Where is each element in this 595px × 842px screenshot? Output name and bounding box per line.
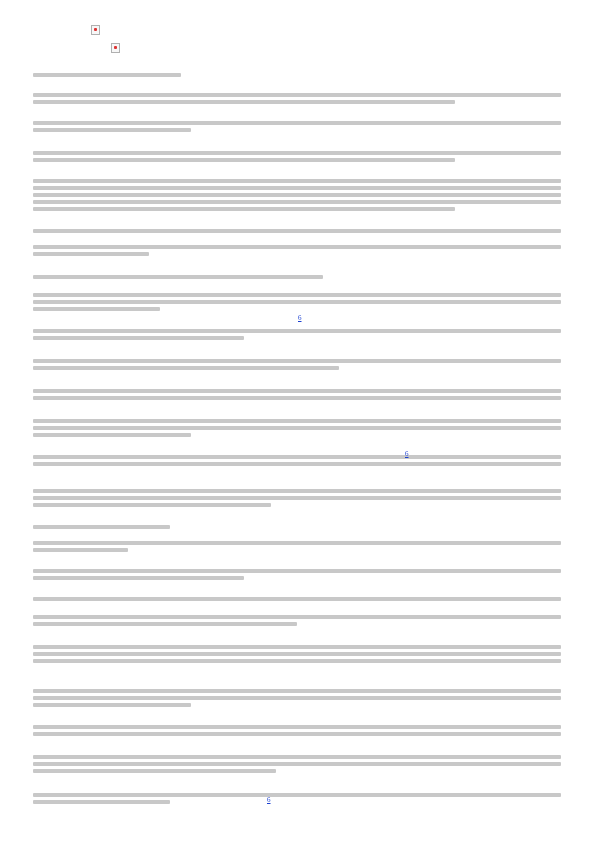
- paragraph: [33, 486, 561, 510]
- paragraph: [33, 148, 561, 165]
- legend: [33, 25, 563, 61]
- paragraph: [33, 522, 561, 532]
- paragraph: [33, 594, 561, 604]
- paragraph: [33, 242, 561, 259]
- paragraph: [33, 90, 561, 107]
- broken-image-icon: [91, 25, 100, 35]
- paragraph: [33, 290, 561, 314]
- paragraph: [33, 452, 561, 469]
- paragraph: [33, 416, 561, 440]
- legend-row-1: [33, 25, 563, 43]
- paragraph: [33, 326, 561, 343]
- figure-link[interactable]: 6: [298, 314, 302, 322]
- figure-link[interactable]: 6: [405, 450, 409, 458]
- paragraph: [33, 118, 561, 135]
- paragraph: [33, 386, 561, 403]
- paragraph: [33, 686, 561, 710]
- paragraph: [33, 272, 561, 282]
- paragraph: [33, 538, 561, 555]
- paragraph: [33, 356, 561, 373]
- section-heading-3-4-6: [33, 70, 561, 80]
- paragraph: [33, 790, 561, 807]
- paragraph: [33, 752, 561, 776]
- figure-link[interactable]: 6: [267, 796, 271, 804]
- paragraph: [33, 566, 561, 583]
- paragraph: [33, 612, 561, 629]
- paragraph: [33, 642, 561, 666]
- broken-image-icon: [111, 43, 120, 53]
- paragraph: [33, 176, 561, 214]
- legend-row-2: [33, 43, 563, 61]
- paragraph: [33, 722, 561, 739]
- paragraph: [33, 226, 561, 236]
